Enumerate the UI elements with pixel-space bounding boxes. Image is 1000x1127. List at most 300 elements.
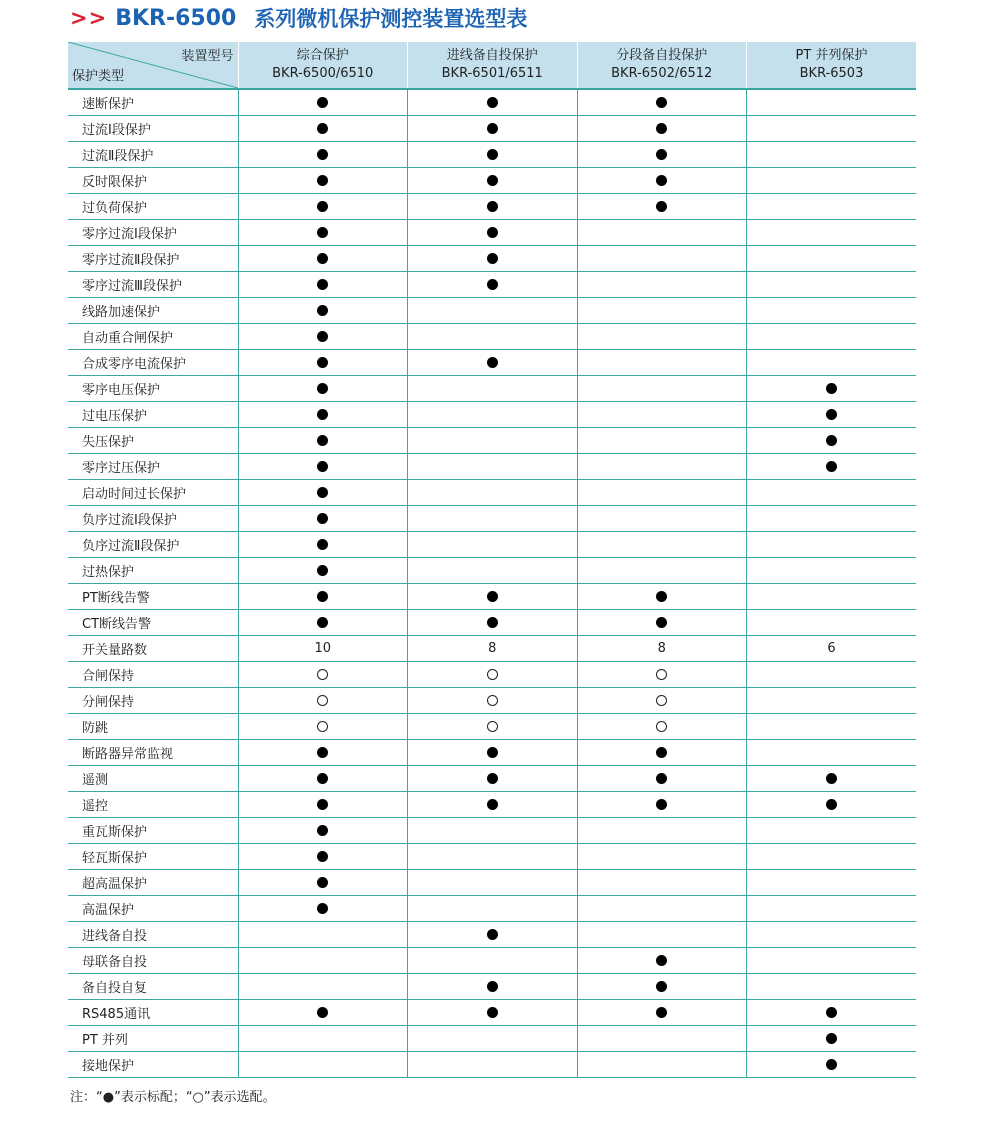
hollow-circle-icon bbox=[317, 721, 328, 732]
empty-cell bbox=[747, 714, 917, 740]
protection-type-label: 负序过流Ⅰ段保护 bbox=[68, 506, 238, 532]
protection-type-label: 启动时间过长保护 bbox=[68, 480, 238, 506]
optional-cell bbox=[238, 688, 408, 714]
empty-cell bbox=[747, 558, 917, 584]
empty-cell bbox=[577, 272, 747, 298]
filled-circle-icon bbox=[317, 747, 328, 758]
empty-cell bbox=[408, 402, 578, 428]
filled-circle-icon bbox=[317, 851, 328, 862]
empty-cell bbox=[408, 480, 578, 506]
optional-cell bbox=[577, 714, 747, 740]
standard-cell bbox=[577, 610, 747, 636]
table-row bbox=[68, 792, 916, 818]
filled-circle-icon bbox=[317, 513, 328, 524]
filled-circle-icon bbox=[487, 591, 498, 602]
protection-type-label: 零序过压保护 bbox=[68, 454, 238, 480]
filled-circle-icon bbox=[487, 253, 498, 264]
empty-cell bbox=[747, 272, 917, 298]
table-row bbox=[68, 584, 916, 610]
protection-type-label: 零序过流Ⅲ段保护 bbox=[68, 272, 238, 298]
protection-type-label: 接地保护 bbox=[68, 1052, 238, 1078]
protection-type-label: 线路加速保护 bbox=[68, 298, 238, 324]
empty-cell bbox=[408, 558, 578, 584]
empty-cell bbox=[577, 350, 747, 376]
protection-type-label: RS485通讯 bbox=[68, 1000, 238, 1026]
standard-cell bbox=[577, 1000, 747, 1026]
empty-cell bbox=[747, 116, 917, 142]
filled-circle-icon bbox=[487, 357, 498, 368]
filled-circle-icon bbox=[317, 1007, 328, 1018]
hollow-circle-icon bbox=[317, 669, 328, 680]
empty-cell bbox=[238, 1026, 408, 1052]
filled-circle-icon bbox=[656, 97, 667, 108]
empty-cell bbox=[747, 584, 917, 610]
standard-cell bbox=[408, 922, 578, 948]
empty-cell bbox=[747, 89, 917, 116]
filled-circle-icon bbox=[656, 955, 667, 966]
standard-cell bbox=[747, 766, 917, 792]
table-row bbox=[68, 974, 916, 1000]
table-row bbox=[68, 948, 916, 974]
empty-cell bbox=[577, 428, 747, 454]
standard-cell bbox=[577, 116, 747, 142]
table-row bbox=[68, 688, 916, 714]
hollow-circle-icon bbox=[656, 721, 667, 732]
standard-cell bbox=[577, 168, 747, 194]
filled-circle-icon bbox=[487, 279, 498, 290]
table-row bbox=[68, 870, 916, 896]
standard-cell bbox=[238, 220, 408, 246]
standard-cell bbox=[747, 1026, 917, 1052]
empty-cell bbox=[408, 532, 578, 558]
empty-cell bbox=[747, 610, 917, 636]
empty-cell bbox=[408, 506, 578, 532]
filled-circle-icon bbox=[656, 747, 667, 758]
filled-circle-icon bbox=[826, 1007, 837, 1018]
table-row bbox=[68, 1026, 916, 1052]
standard-cell bbox=[238, 116, 408, 142]
filled-circle-icon bbox=[317, 97, 328, 108]
empty-cell bbox=[577, 298, 747, 324]
filled-circle-icon bbox=[487, 929, 498, 940]
filled-circle-icon bbox=[487, 747, 498, 758]
empty-cell bbox=[747, 896, 917, 922]
table-row bbox=[68, 844, 916, 870]
table-row bbox=[68, 454, 916, 480]
empty-cell bbox=[747, 870, 917, 896]
table-row bbox=[68, 89, 916, 116]
table-row bbox=[68, 116, 916, 142]
filled-circle-icon bbox=[317, 279, 328, 290]
standard-cell bbox=[408, 1000, 578, 1026]
standard-cell bbox=[577, 948, 747, 974]
standard-cell bbox=[238, 818, 408, 844]
filled-circle-icon bbox=[656, 201, 667, 212]
standard-cell bbox=[747, 402, 917, 428]
standard-cell bbox=[747, 428, 917, 454]
protection-type-label: 重瓦斯保护 bbox=[68, 818, 238, 844]
table-row bbox=[68, 766, 916, 792]
standard-cell bbox=[408, 350, 578, 376]
table-corner-header bbox=[68, 42, 238, 89]
standard-cell bbox=[238, 89, 408, 116]
empty-cell bbox=[577, 1052, 747, 1078]
column-header bbox=[747, 42, 917, 89]
protection-type-label: 高温保护 bbox=[68, 896, 238, 922]
column-header bbox=[577, 42, 747, 89]
standard-cell bbox=[238, 402, 408, 428]
table-row bbox=[68, 1000, 916, 1026]
table-row bbox=[68, 818, 916, 844]
protection-type-label: 过流Ⅰ段保护 bbox=[68, 116, 238, 142]
table-row bbox=[68, 558, 916, 584]
table-row bbox=[68, 506, 916, 532]
empty-cell bbox=[747, 948, 917, 974]
filled-circle-icon bbox=[826, 435, 837, 446]
standard-cell bbox=[747, 376, 917, 402]
empty-cell bbox=[577, 506, 747, 532]
hollow-circle-icon bbox=[487, 721, 498, 732]
empty-cell bbox=[577, 246, 747, 272]
filled-circle-icon bbox=[317, 253, 328, 264]
table-row bbox=[68, 350, 916, 376]
table-row bbox=[68, 610, 916, 636]
title-model: BKR-6500 bbox=[115, 5, 237, 31]
protection-type-label: CT断线告警 bbox=[68, 610, 238, 636]
empty-cell bbox=[577, 896, 747, 922]
table-row bbox=[68, 922, 916, 948]
standard-cell bbox=[238, 506, 408, 532]
standard-cell bbox=[238, 584, 408, 610]
standard-cell bbox=[238, 870, 408, 896]
standard-cell bbox=[577, 89, 747, 116]
protection-type-label: 负序过流Ⅱ段保护 bbox=[68, 532, 238, 558]
optional-cell bbox=[408, 714, 578, 740]
title-text: 系列微机保护测控装置选型表 bbox=[254, 7, 528, 31]
hollow-circle-icon bbox=[317, 695, 328, 706]
standard-cell bbox=[238, 532, 408, 558]
filled-circle-icon bbox=[487, 97, 498, 108]
protection-type-label: 零序过流Ⅱ段保护 bbox=[68, 246, 238, 272]
standard-cell bbox=[238, 480, 408, 506]
filled-circle-icon bbox=[656, 175, 667, 186]
table-row bbox=[68, 714, 916, 740]
optional-cell bbox=[408, 662, 578, 688]
empty-cell bbox=[408, 1026, 578, 1052]
table-row bbox=[68, 220, 916, 246]
protection-type-label: 轻瓦斯保护 bbox=[68, 844, 238, 870]
standard-cell bbox=[408, 142, 578, 168]
filled-circle-icon bbox=[656, 617, 667, 628]
filled-circle-icon bbox=[317, 487, 328, 498]
filled-circle-icon bbox=[826, 799, 837, 810]
standard-cell bbox=[577, 740, 747, 766]
protection-type-label: 分闸保持 bbox=[68, 688, 238, 714]
filled-circle-icon bbox=[487, 773, 498, 784]
filled-circle-icon bbox=[656, 123, 667, 134]
table-row bbox=[68, 428, 916, 454]
empty-cell bbox=[238, 948, 408, 974]
column-name: 进线备自投保护 bbox=[446, 48, 538, 63]
protection-type-label: 速断保护 bbox=[68, 89, 238, 116]
table-row bbox=[68, 376, 916, 402]
table-row bbox=[68, 142, 916, 168]
empty-cell bbox=[577, 220, 747, 246]
empty-cell bbox=[577, 1026, 747, 1052]
filled-circle-icon bbox=[656, 1007, 667, 1018]
empty-cell bbox=[408, 324, 578, 350]
standard-cell bbox=[238, 350, 408, 376]
filled-circle-icon bbox=[826, 1033, 837, 1044]
protection-type-label: 备自投自复 bbox=[68, 974, 238, 1000]
table-row bbox=[68, 662, 916, 688]
filled-circle-icon bbox=[317, 305, 328, 316]
empty-cell bbox=[408, 376, 578, 402]
standard-cell bbox=[747, 454, 917, 480]
corner-device-model-label: 装置型号 bbox=[181, 49, 234, 64]
protection-type-label: 遥测 bbox=[68, 766, 238, 792]
filled-circle-icon bbox=[317, 149, 328, 160]
table-header-row bbox=[68, 42, 916, 89]
filled-circle-icon bbox=[487, 981, 498, 992]
filled-circle-icon bbox=[317, 877, 328, 888]
empty-cell bbox=[577, 324, 747, 350]
filled-circle-icon bbox=[826, 1059, 837, 1070]
standard-cell bbox=[238, 896, 408, 922]
filled-circle-icon bbox=[487, 149, 498, 160]
filled-circle-icon bbox=[656, 773, 667, 784]
empty-cell bbox=[408, 896, 578, 922]
empty-cell bbox=[747, 740, 917, 766]
count-cell: 8 bbox=[577, 636, 747, 662]
filled-circle-icon bbox=[826, 773, 837, 784]
empty-cell bbox=[747, 168, 917, 194]
standard-cell bbox=[408, 194, 578, 220]
protection-type-label: 防跳 bbox=[68, 714, 238, 740]
empty-cell bbox=[747, 844, 917, 870]
optional-cell bbox=[577, 662, 747, 688]
standard-cell bbox=[408, 610, 578, 636]
optional-cell bbox=[577, 688, 747, 714]
table-row bbox=[68, 636, 916, 662]
filled-circle-icon bbox=[487, 175, 498, 186]
standard-cell bbox=[238, 246, 408, 272]
standard-cell bbox=[238, 324, 408, 350]
standard-cell bbox=[408, 740, 578, 766]
protection-type-label: 过电压保护 bbox=[68, 402, 238, 428]
empty-cell bbox=[577, 532, 747, 558]
empty-cell bbox=[747, 350, 917, 376]
protection-type-label: PT断线告警 bbox=[68, 584, 238, 610]
empty-cell bbox=[747, 662, 917, 688]
empty-cell bbox=[747, 324, 917, 350]
filled-circle-icon bbox=[826, 409, 837, 420]
empty-cell bbox=[238, 922, 408, 948]
empty-cell bbox=[408, 428, 578, 454]
empty-cell bbox=[747, 818, 917, 844]
standard-cell bbox=[408, 246, 578, 272]
column-model: BKR-6501/6511 bbox=[441, 66, 543, 81]
standard-cell bbox=[408, 792, 578, 818]
standard-cell bbox=[238, 272, 408, 298]
filled-circle-icon bbox=[317, 409, 328, 420]
standard-cell bbox=[238, 428, 408, 454]
empty-cell bbox=[747, 922, 917, 948]
filled-circle-icon bbox=[317, 201, 328, 212]
filled-circle-icon bbox=[317, 825, 328, 836]
filled-circle-icon bbox=[317, 383, 328, 394]
filled-circle-icon bbox=[317, 799, 328, 810]
table-row bbox=[68, 532, 916, 558]
standard-cell bbox=[577, 766, 747, 792]
standard-cell bbox=[238, 792, 408, 818]
hollow-circle-icon bbox=[487, 695, 498, 706]
protection-type-label: 开关量路数 bbox=[68, 636, 238, 662]
standard-cell bbox=[747, 792, 917, 818]
filled-circle-icon bbox=[317, 539, 328, 550]
column-header bbox=[408, 42, 578, 89]
protection-type-label: 遥控 bbox=[68, 792, 238, 818]
standard-cell bbox=[408, 974, 578, 1000]
standard-cell bbox=[577, 142, 747, 168]
filled-circle-icon bbox=[317, 175, 328, 186]
protection-type-label: 反时限保护 bbox=[68, 168, 238, 194]
column-model: BKR-6502/6512 bbox=[611, 66, 713, 81]
standard-cell bbox=[408, 220, 578, 246]
empty-cell bbox=[408, 870, 578, 896]
standard-cell bbox=[408, 766, 578, 792]
count-cell: 8 bbox=[408, 636, 578, 662]
empty-cell bbox=[747, 506, 917, 532]
standard-cell bbox=[408, 584, 578, 610]
standard-cell bbox=[238, 740, 408, 766]
filled-circle-icon bbox=[487, 227, 498, 238]
empty-cell bbox=[577, 870, 747, 896]
standard-cell bbox=[238, 558, 408, 584]
hollow-circle-icon bbox=[656, 695, 667, 706]
count-cell: 6 bbox=[747, 636, 917, 662]
standard-cell bbox=[408, 272, 578, 298]
filled-circle-icon bbox=[487, 201, 498, 212]
standard-cell bbox=[747, 1052, 917, 1078]
column-name: 分段备自投保护 bbox=[616, 48, 708, 63]
standard-cell bbox=[238, 454, 408, 480]
optional-cell bbox=[408, 688, 578, 714]
standard-cell bbox=[408, 116, 578, 142]
empty-cell bbox=[408, 818, 578, 844]
protection-type-label: 超高温保护 bbox=[68, 870, 238, 896]
standard-cell bbox=[238, 298, 408, 324]
filled-circle-icon bbox=[656, 149, 667, 160]
empty-cell bbox=[577, 402, 747, 428]
column-name: 综合保护 bbox=[296, 48, 349, 63]
title-arrows-icon: >> bbox=[70, 6, 108, 30]
standard-cell bbox=[577, 194, 747, 220]
protection-type-label: 断路器异常监视 bbox=[68, 740, 238, 766]
column-model: BKR-6500/6510 bbox=[272, 66, 374, 81]
filled-circle-icon bbox=[487, 123, 498, 134]
filled-circle-icon bbox=[317, 227, 328, 238]
empty-cell bbox=[747, 688, 917, 714]
standard-cell bbox=[238, 610, 408, 636]
filled-circle-icon bbox=[656, 591, 667, 602]
empty-cell bbox=[577, 480, 747, 506]
filled-circle-icon bbox=[656, 981, 667, 992]
filled-circle-icon bbox=[317, 435, 328, 446]
optional-cell bbox=[238, 662, 408, 688]
standard-cell bbox=[238, 194, 408, 220]
empty-cell bbox=[577, 818, 747, 844]
empty-cell bbox=[408, 454, 578, 480]
protection-type-label: 合成零序电流保护 bbox=[68, 350, 238, 376]
empty-cell bbox=[408, 298, 578, 324]
standard-cell bbox=[238, 1000, 408, 1026]
protection-type-label: 母联备自投 bbox=[68, 948, 238, 974]
protection-type-label: 失压保护 bbox=[68, 428, 238, 454]
filled-circle-icon bbox=[826, 461, 837, 472]
filled-circle-icon bbox=[487, 799, 498, 810]
count-cell: 10 bbox=[238, 636, 408, 662]
empty-cell bbox=[577, 844, 747, 870]
column-model: BKR-6503 bbox=[799, 66, 864, 81]
table-row bbox=[68, 194, 916, 220]
protection-type-label: 过流Ⅱ段保护 bbox=[68, 142, 238, 168]
table-row bbox=[68, 402, 916, 428]
filled-circle-icon bbox=[656, 799, 667, 810]
filled-circle-icon bbox=[317, 903, 328, 914]
protection-type-label: 自动重合闸保护 bbox=[68, 324, 238, 350]
protection-type-label: 进线备自投 bbox=[68, 922, 238, 948]
standard-cell bbox=[238, 376, 408, 402]
table-row bbox=[68, 1052, 916, 1078]
table-row bbox=[68, 168, 916, 194]
table-row bbox=[68, 272, 916, 298]
filled-circle-icon bbox=[317, 357, 328, 368]
standard-cell bbox=[408, 168, 578, 194]
empty-cell bbox=[238, 974, 408, 1000]
empty-cell bbox=[408, 948, 578, 974]
filled-circle-icon bbox=[826, 383, 837, 394]
standard-cell bbox=[238, 766, 408, 792]
filled-circle-icon bbox=[317, 565, 328, 576]
empty-cell bbox=[747, 298, 917, 324]
filled-circle-icon bbox=[487, 1007, 498, 1018]
page-title bbox=[70, 2, 527, 34]
empty-cell bbox=[238, 1052, 408, 1078]
standard-cell bbox=[747, 1000, 917, 1026]
filled-circle-icon bbox=[317, 591, 328, 602]
protection-type-label: 零序电压保护 bbox=[68, 376, 238, 402]
filled-circle-icon bbox=[317, 773, 328, 784]
hollow-circle-icon bbox=[487, 669, 498, 680]
footnote: 注：“●”表示标配；“○”表示选配。 bbox=[70, 1090, 276, 1105]
selection-table bbox=[68, 42, 916, 1078]
standard-cell bbox=[577, 974, 747, 1000]
empty-cell bbox=[577, 558, 747, 584]
table-row bbox=[68, 480, 916, 506]
column-name: PT 并列保护 bbox=[795, 48, 868, 63]
hollow-circle-icon bbox=[656, 669, 667, 680]
table-row bbox=[68, 246, 916, 272]
filled-circle-icon bbox=[487, 617, 498, 628]
empty-cell bbox=[747, 246, 917, 272]
filled-circle-icon bbox=[317, 461, 328, 472]
empty-cell bbox=[747, 220, 917, 246]
table-row bbox=[68, 740, 916, 766]
standard-cell bbox=[408, 89, 578, 116]
empty-cell bbox=[747, 532, 917, 558]
protection-type-label: 零序过流Ⅰ段保护 bbox=[68, 220, 238, 246]
